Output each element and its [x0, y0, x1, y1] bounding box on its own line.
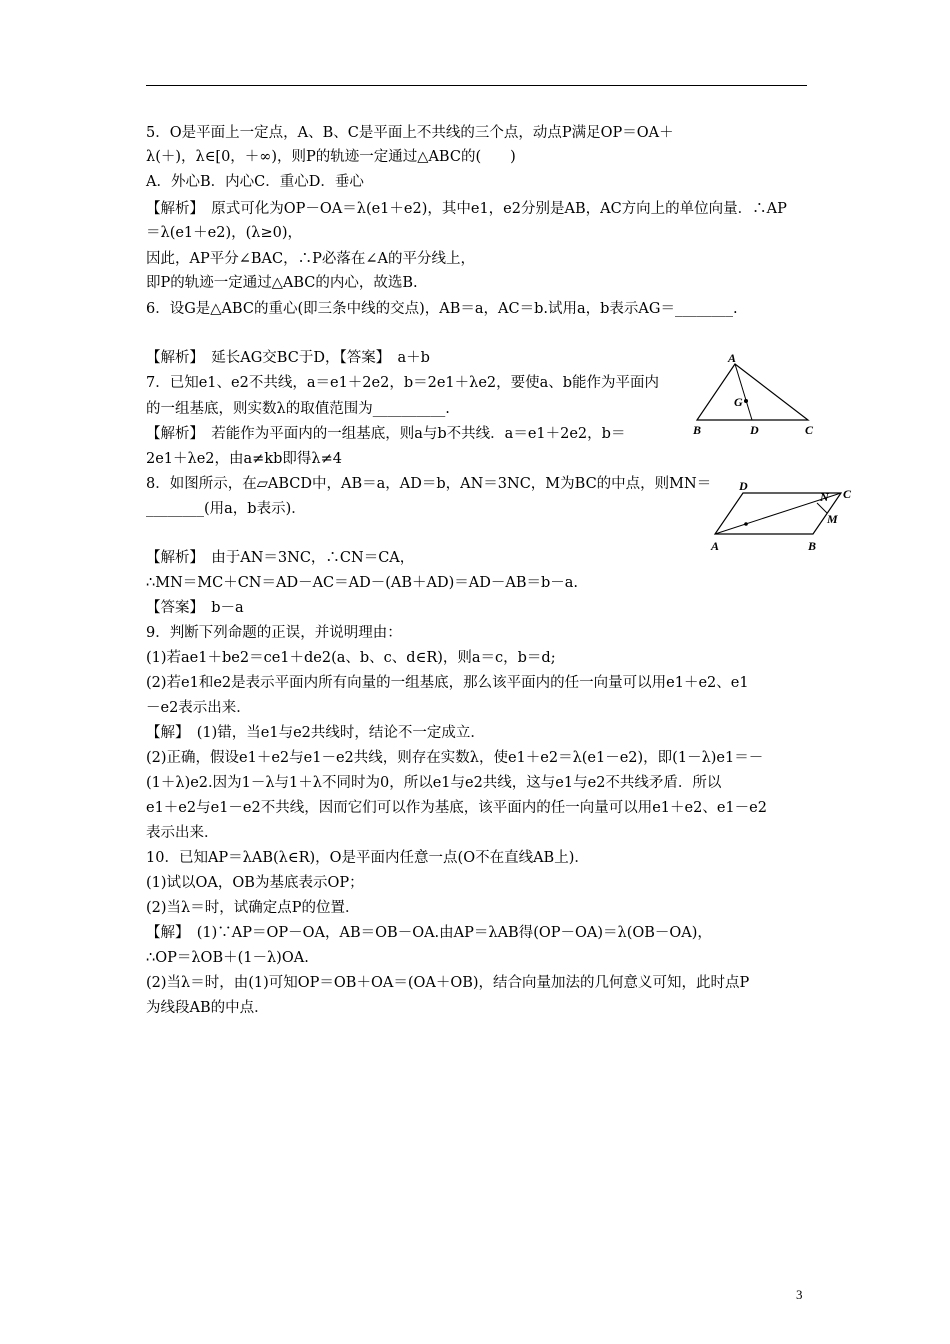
- q7-line-2: 的一组基底，则实数λ的取值范围为__________.: [146, 401, 450, 417]
- label-c: C: [805, 423, 814, 437]
- q9-item-2b: －e2表示出来．: [146, 700, 251, 716]
- label-m: M: [827, 512, 838, 526]
- q10-solution-4: 为线段AB的中点．: [146, 1000, 269, 1016]
- q5-line-2: λ(＋)，λ∈[0，＋∞)，则P的轨迹一定通过△ABC的( ): [146, 149, 516, 165]
- q10-line: 10．已知AP＝λAB(λ∈R)，O是平面内任意一点(O不在直线AB上)．: [146, 850, 589, 866]
- q6-analysis: 【解析】 延长AG交BC于D，【答案】 a＋b: [146, 350, 430, 366]
- label-b: B: [808, 539, 817, 553]
- q8-answer: 【答案】 b－a: [146, 600, 244, 616]
- label-g: G: [734, 395, 743, 409]
- q5-line-1: 5．O是平面上一定点，A、B、C是平面上不共线的三个点，动点P满足OP＝OA＋: [146, 125, 674, 141]
- q7-analysis-1: 【解析】 若能作为平面内的一组基底，则a与b不共线．a＝e1＋2e2，b＝: [146, 426, 626, 442]
- q7-line-1: 7．已知e1、e2不共线，a＝e1＋2e2，b＝2e1＋λe2，要使a、b能作为平面内: [146, 375, 660, 391]
- q9-solution-2d: 表示出来．: [146, 825, 219, 841]
- q7-analysis-2: 2e1＋λe2，由a≠kb即得λ≠4: [146, 451, 342, 467]
- label-n: N: [820, 490, 829, 504]
- page-number: 3: [796, 1287, 803, 1302]
- label-d: D: [750, 423, 759, 437]
- label-c: C: [843, 487, 852, 501]
- q10-item-2: (2)当λ＝时，试确定点P的位置．: [146, 900, 360, 916]
- q9-line: 9．判断下列命题的正误，并说明理由：: [146, 625, 402, 641]
- q9-item-2a: (2)若e1和e2是表示平面内所有向量的一组基底，那么该平面内的任一向量可以用e1＋e2、e1: [146, 675, 749, 691]
- triangle-figure: [690, 350, 820, 440]
- q8-analysis-1: 【解析】 由于AN＝3NC，∴CN＝CA，: [146, 550, 415, 566]
- q5-analysis-4: 即P的轨迹一定通过△ABC的内心，故选B.: [146, 275, 418, 291]
- q5-analysis-3: 因此，AP平分∠BAC，∴P必落在∠A的平分线上，: [146, 251, 475, 267]
- label-b: B: [693, 423, 702, 437]
- label-a: A: [728, 351, 737, 365]
- triangle-abc: [697, 364, 808, 420]
- q5-analysis-2: ＝λ(e1＋e2)，(λ≥0)，: [146, 225, 302, 241]
- header-rule: [146, 85, 807, 86]
- q9-solution-2c: e1＋e2与e1－e2不共线，因而它们可以作为基底，该平面内的任一向量可以用e1＋e2、e1－e2: [146, 800, 767, 816]
- q10-solution-3: (2)当λ＝时，由(1)可知OP＝OB＋OA＝(OA＋OB)，结合向量加法的几何意义可知，此时点P: [146, 975, 750, 991]
- q9-item-1: (1)若ae1＋be2＝ce1＋de2(a、b、c、d∈R)，则a＝c，b＝d;: [146, 650, 556, 666]
- q9-solution-2b: (1＋λ)e2.因为1－λ与1＋λ不同时为0，所以e1与e2共线，这与e1与e2不共线矛盾．所以: [146, 775, 722, 791]
- q6-line: 6．设G是△ABC的重心(即三条中线的交点)，AB＝a，AC＝b.试用a，b表示AG＝________.: [146, 301, 738, 317]
- q5-analysis-1: 【解析】 原式可化为OP－OA＝λ(e1＋e2)，其中e1，e2分别是AB，AC方向上的单位向量．∴AP: [146, 201, 787, 217]
- point-g: [744, 399, 748, 403]
- q5-options: A．外心B．内心C．重心D．垂心: [146, 174, 364, 190]
- q9-solution-1: 【解】 (1)错，当e1与e2共线时，结论不一定成立．: [146, 725, 485, 741]
- q10-item-1: (1)试以OA，OB为基底表示OP；: [146, 875, 364, 891]
- dot-on-ac: [744, 522, 748, 526]
- median-ad: [735, 364, 752, 420]
- segment-nm: [817, 503, 827, 513]
- q10-solution-1: 【解】 (1)∵AP＝OP－OA，AB＝OB－OA.由AP＝λAB得(OP－OA)＝λ(OB－OA)，: [146, 925, 712, 941]
- q9-solution-2a: (2)正确，假设e1＋e2与e1－e2共线，则存在实数λ，使e1＋e2＝λ(e1－e2)，即(1－λ)e1＝－: [146, 750, 764, 766]
- q8-analysis-2: ∴MN＝MC＋CN＝AD－AC＝AD－(AB＋AD)＝AD－AB＝b－a.: [146, 575, 579, 591]
- label-a: A: [711, 539, 720, 553]
- q8-line-2: ________(用a，b表示)．: [146, 501, 306, 517]
- parallelogram-figure: [705, 480, 855, 555]
- q10-solution-2: ∴OP＝λOB＋(1－λ)OA.: [146, 950, 309, 966]
- label-d: D: [739, 480, 748, 493]
- q8-line-1: 8．如图所示，在▱ABCD中，AB＝a，AD＝b，AN＝3NC，M为BC的中点，则MN＝: [146, 476, 712, 492]
